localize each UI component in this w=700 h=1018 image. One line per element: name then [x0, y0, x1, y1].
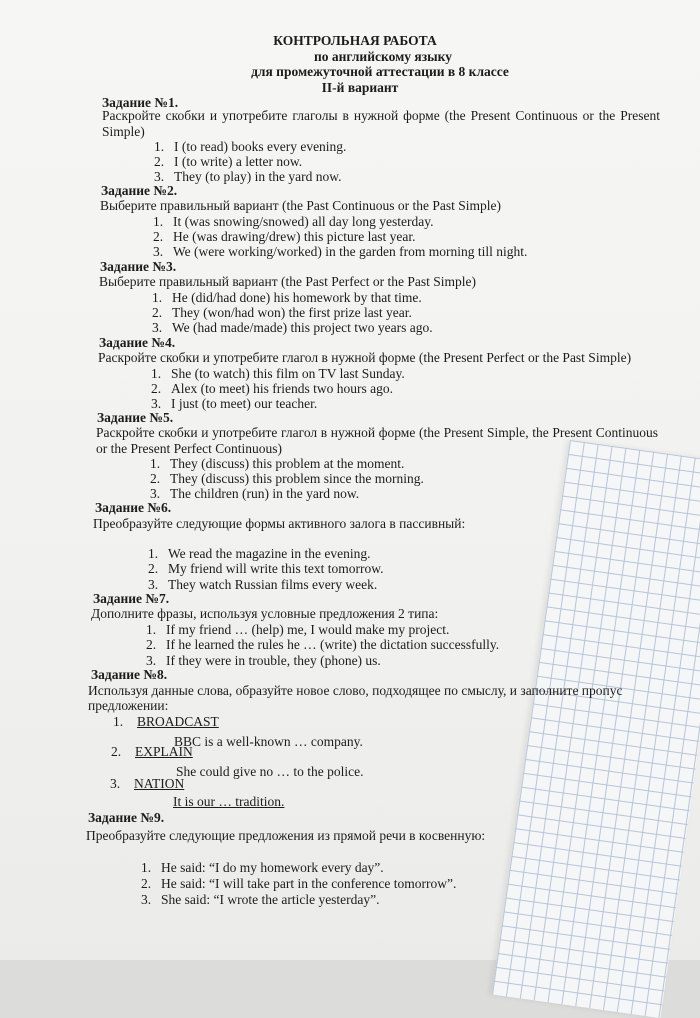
task-9-item: 1. He said: “I do my homework every day”.	[141, 860, 384, 875]
task-2-item: 3. We (were working/worked) in the garden from morning till night.	[153, 244, 528, 259]
task-3-item: 3. We (had made/made) this project two years ago.	[152, 320, 433, 335]
task-2-item: 2. He (was drawing/drew) this picture last year.	[153, 229, 416, 244]
task-8-word: 3. NATION	[110, 776, 185, 791]
task-4-heading: Задание №4.	[99, 335, 176, 350]
task-1-heading: Задание №1.	[102, 95, 179, 110]
task-7-item: 3. If they were in trouble, they (phone) us.	[146, 653, 381, 668]
task-5-item: 1. They (discuss) this problem at the moment.	[150, 456, 405, 471]
task-3-item: 2. They (won/had won) the first prize last year.	[152, 305, 412, 320]
task-8-sentence: It is our … tradition.	[173, 794, 285, 809]
task-8-heading: Задание №8.	[91, 667, 168, 682]
task-8-word: 2. EXPLAIN	[111, 744, 193, 759]
task-4-item: 2. Alex (to meet) his friends two hours ago.	[151, 381, 393, 396]
task-5-heading: Задание №5.	[97, 410, 174, 425]
task-3-heading: Задание №3.	[100, 259, 177, 274]
task-3-instruction: Выберите правильный вариант (the Past Perfect or the Past Simple)	[99, 274, 476, 289]
task-1-instruction: Раскройте скобки и употребите глаголы в нужной форме (the Present Continuous or the Present Simple)	[102, 108, 660, 139]
task-6-item: 3. They watch Russian films every week.	[148, 577, 378, 592]
document-header	[0, 33, 700, 95]
task-2-instruction: Выберите правильный вариант (the Past Continuous or the Past Simple)	[100, 198, 501, 213]
task-1-item: 2. I (to write) a letter now.	[154, 154, 303, 169]
task-8-instruction-cont: предложении:	[88, 698, 169, 713]
task-8-sentence: BBC is a well-known … company.	[174, 734, 363, 749]
task-6-item: 2. My friend will write this text tomorrow.	[148, 561, 384, 576]
task-5-item: 3. The children (run) in the yard now.	[150, 486, 360, 501]
task-7-item: 2. If he learned the rules he … (write) the dictation successfully.	[146, 637, 500, 652]
doc-subtitle-subject: по английскому языку	[313, 48, 453, 64]
task-4-instruction: Раскройте скобки и употребите глагол в нужной форме (the Present Perfect or the Past Simple)	[98, 350, 632, 365]
task-7-item: 1. If my friend … (help) me, I would make my project.	[146, 622, 450, 637]
doc-subtitle-class: для промежуточной аттестации в 8 классе	[251, 64, 509, 79]
task-3-item: 1. He (did/had done) his homework by that time.	[152, 290, 422, 305]
doc-title: КОНТРОЛЬНАЯ РАБОТА	[273, 33, 437, 48]
task-5-instruction: Раскройте скобки и употребите глагол в нужной форме (the Present Simple, the Present Continuous or the Present Perfect Continuous)	[96, 425, 658, 456]
task-4-item: 3. I just (to meet) our teacher.	[151, 396, 318, 411]
task-1-item: 3. They (to play) in the yard now.	[154, 169, 342, 184]
task-2-item: 1. It (was snowing/snowed) all day long yesterday.	[153, 214, 434, 229]
doc-variant: II-й вариант	[321, 79, 399, 95]
task-1-item: 1. I (to read) books every evening.	[154, 139, 347, 154]
task-5-item: 2. They (discuss) this problem since the morning.	[150, 471, 424, 486]
task-4-item: 1. She (to watch) this film on TV last Sunday.	[151, 366, 405, 381]
task-7-instruction: Дополните фразы, используя условные предложения 2 типа:	[91, 606, 439, 621]
task-6-item: 1. We read the magazine in the evening.	[148, 546, 371, 561]
task-9-item: 2. He said: “I will take part in the conference tomorrow”.	[141, 876, 457, 891]
task-6-heading: Задание №6.	[95, 500, 172, 515]
task-9-item: 3. She said: “I wrote the article yesterday”.	[141, 892, 380, 907]
task-8-instruction: Используя данные слова, образуйте новое слово, подходящее по смыслу, и заполните пропус	[88, 683, 623, 698]
task-9-heading: Задание №9.	[88, 810, 165, 825]
task-8-word: 1. BROADCAST	[113, 714, 219, 729]
task-8-sentence: She could give no … to the police.	[176, 764, 364, 779]
task-7-heading: Задание №7.	[93, 591, 170, 606]
task-2-heading: Задание №2.	[101, 183, 178, 198]
task-9-instruction: Преобразуйте следующие предложения из прямой речи в косвенную:	[86, 828, 486, 843]
task-6-instruction: Преобразуйте следующие формы активного залога в пассивный:	[93, 516, 466, 531]
